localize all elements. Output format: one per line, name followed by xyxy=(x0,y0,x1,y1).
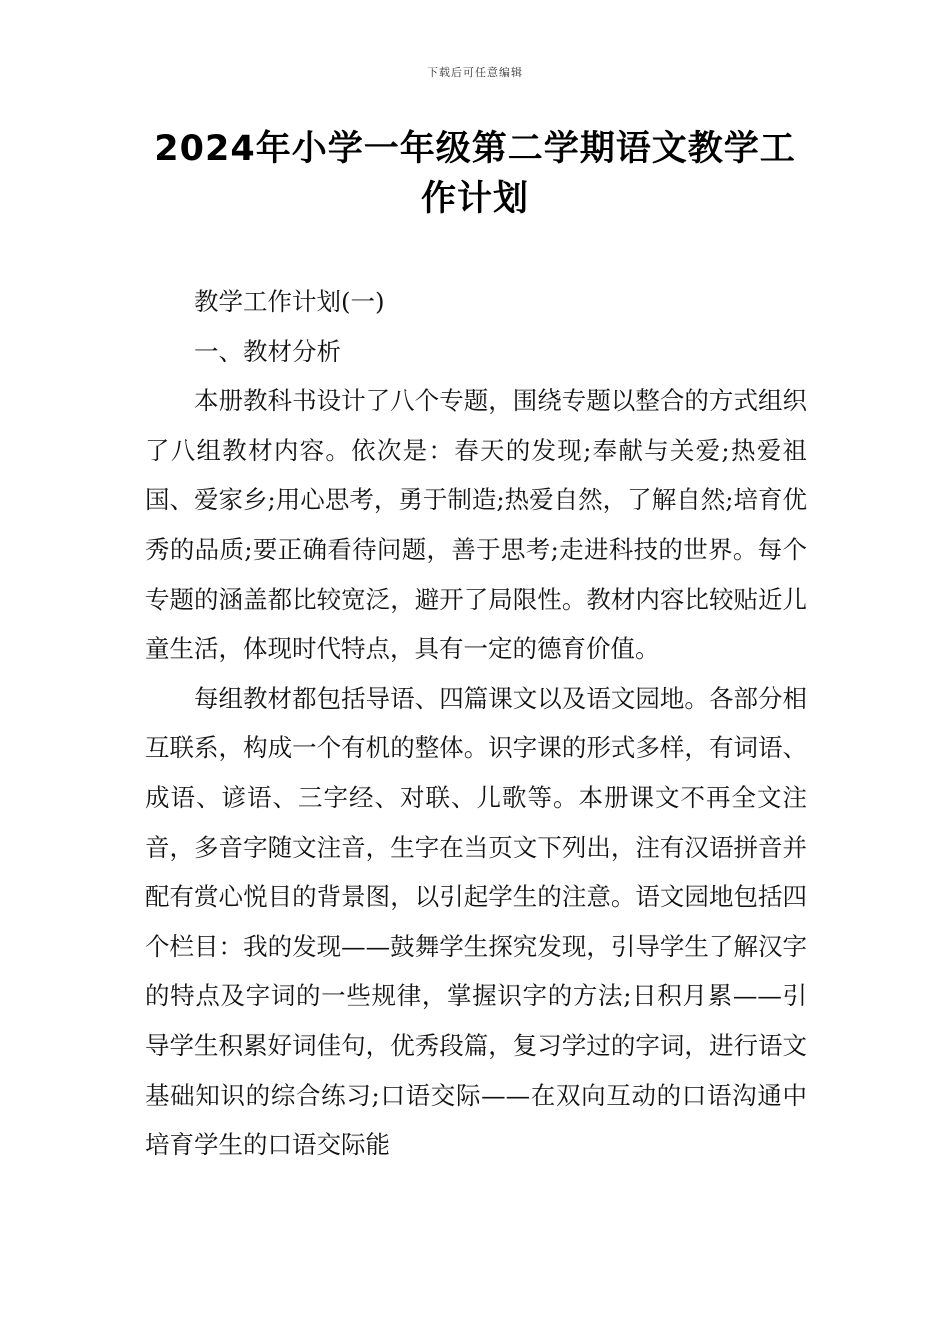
document-title: 2024年小学一年级第二学期语文教学工作计划 xyxy=(154,129,796,219)
subsection-heading: 一、教材分析 xyxy=(194,336,341,366)
body-paragraph: 本册教科书设计了八个专题，围绕专题以整合的方式组织了八组教材内容。依次是：春天的发现;奉献与关爱;热爱祖国、爱家乡;用心思考，勇于制造;热爱自然，了解自然;培育优秀的品质;要正确看待问题，善于思考;走进科技的世界。每个专题的涵盖都比较宽泛，避开了局限性。教材内容比较贴近儿童生活，体现时代特点，具有一定的德育价值。 xyxy=(145,386,807,664)
body-paragraph: 每组教材都包括导语、四篇课文以及语文园地。各部分相互联系，构成一个有机的整体。识字课的形式多样，有词语、成语、谚语、三字经、对联、儿歌等。本册课文不再全文注音，多音字随文注音，生字在当页文下列出，注有汉语拼音并配有赏心悦目的背景图，以引起学生的注意。语文园地包括四个栏目：我的发现——鼓舞学生探究发现，引导学生了解汉字的特点及字词的一些规律，掌握识字的方法;日积月累——引导学生积累好词佳句，优秀段篇，复习学过的字词，进行语文基础知识的综合练习;口语交际——在双向互动的口语沟通中培育学生的口语交际能 xyxy=(145,683,807,1160)
document-body xyxy=(145,277,807,1170)
header-note: 下载后可任意编辑 xyxy=(427,66,523,79)
section-heading: 教学工作计划(一) xyxy=(194,287,385,316)
